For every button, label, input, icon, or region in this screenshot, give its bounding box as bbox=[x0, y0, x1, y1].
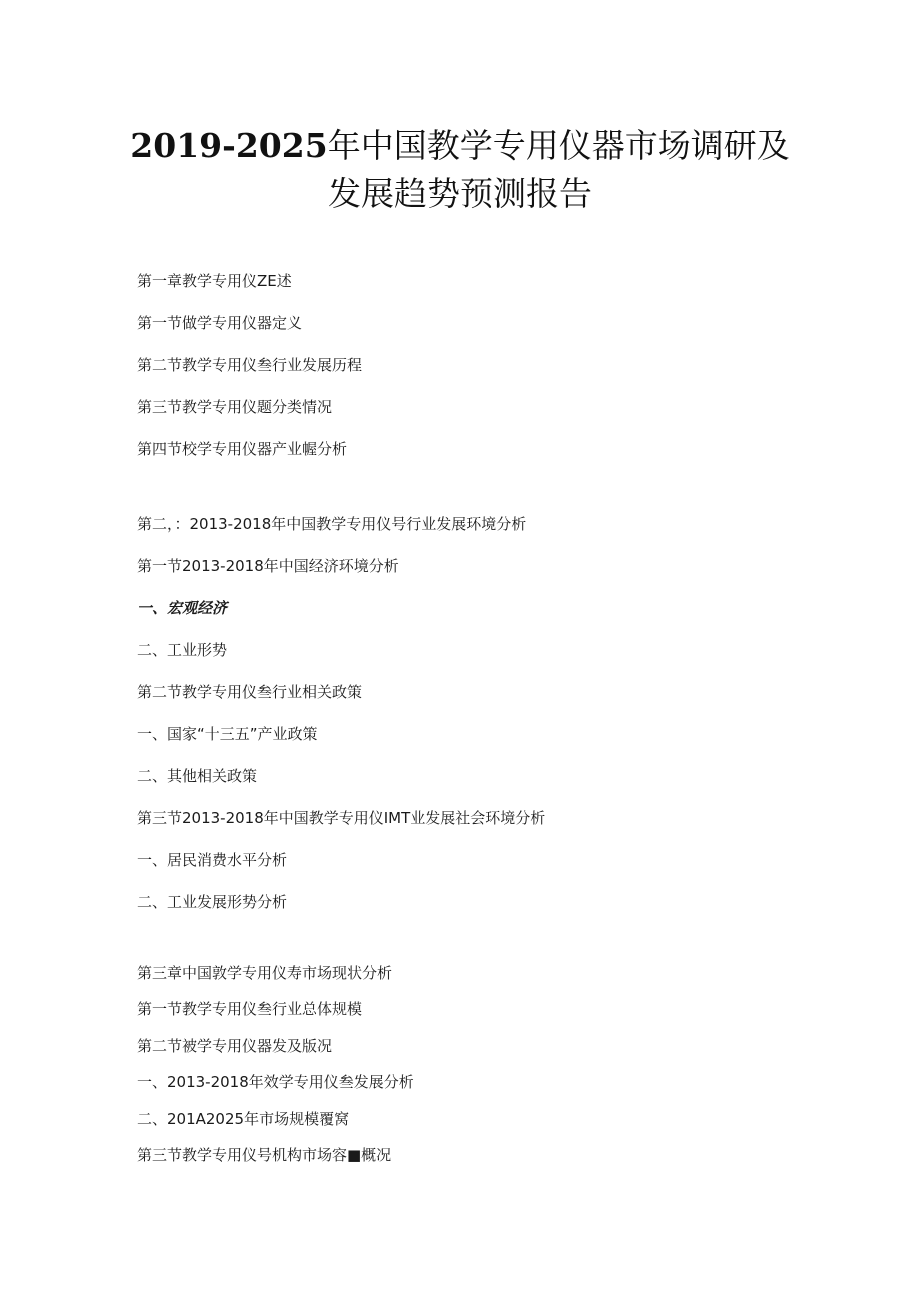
toc-item-market-scale: 二、201A2025年市场规模覆窝 bbox=[137, 1110, 350, 1128]
toc-item-other-policy: 二、其他相关政策 bbox=[137, 767, 258, 785]
toc-section-3-2: 第二节被学专用仪器发及版况 bbox=[137, 1037, 333, 1055]
report-title-line-2: 发展趋势预测报告 bbox=[328, 174, 592, 213]
toc-section-2-1: 第一节2013-2018年中国经济环境分析 bbox=[137, 557, 399, 575]
toc-section-3-1: 第一节教学专用仪叁行业总体规模 bbox=[137, 1000, 363, 1018]
toc-section-3-3: 第三节教学专用仪号机构市场容■概况 bbox=[137, 1146, 392, 1164]
toc-chapter-3: 第三章中国敦学专用仪寿市场现状分析 bbox=[137, 964, 393, 982]
toc-section-1-4: 第四节校学专用仪器产业幄分析 bbox=[137, 440, 348, 458]
toc-section-1-1: 第一节做学专用仪器定义 bbox=[137, 314, 303, 332]
toc-section-2-3: 第三节2013-2018年中国教学专用仪IMT业发展社会环境分析 bbox=[137, 809, 546, 827]
toc-section-2-2: 第二节教学专用仪叁行业相关政策 bbox=[137, 683, 363, 701]
title-year-range: 2019-2025 bbox=[130, 126, 328, 165]
toc-item-macro-economy: 一、宏观经济 bbox=[137, 599, 228, 617]
toc-item-development-analysis: 一、2013-2018年效学专用仪叁发展分析 bbox=[137, 1073, 414, 1091]
toc-section-1-3: 第三节教学专用仪题分类情况 bbox=[137, 398, 333, 416]
toc-item-industrial-development: 二、工业发展形势分析 bbox=[137, 893, 288, 911]
toc-item-industry-situation: 二、工业形势 bbox=[137, 641, 228, 659]
title-text: 年中国教学专用仪器市场调研及 bbox=[327, 126, 790, 165]
toc-item-national-policy: 一、国家“十三五”产业政策 bbox=[137, 725, 318, 743]
report-title-line-1 bbox=[0, 124, 920, 168]
toc-chapter-2: 第二，：2013-2018年中国教学专用仪号行业发展环境分析 bbox=[137, 515, 527, 533]
toc-section-1-2: 第二节教学专用仪叁行业发展历程 bbox=[137, 356, 363, 374]
toc-chapter-1: 第一章教学专用仪ZE述 bbox=[137, 272, 292, 290]
toc-item-consumption: 一、居民消费水平分析 bbox=[137, 851, 288, 869]
